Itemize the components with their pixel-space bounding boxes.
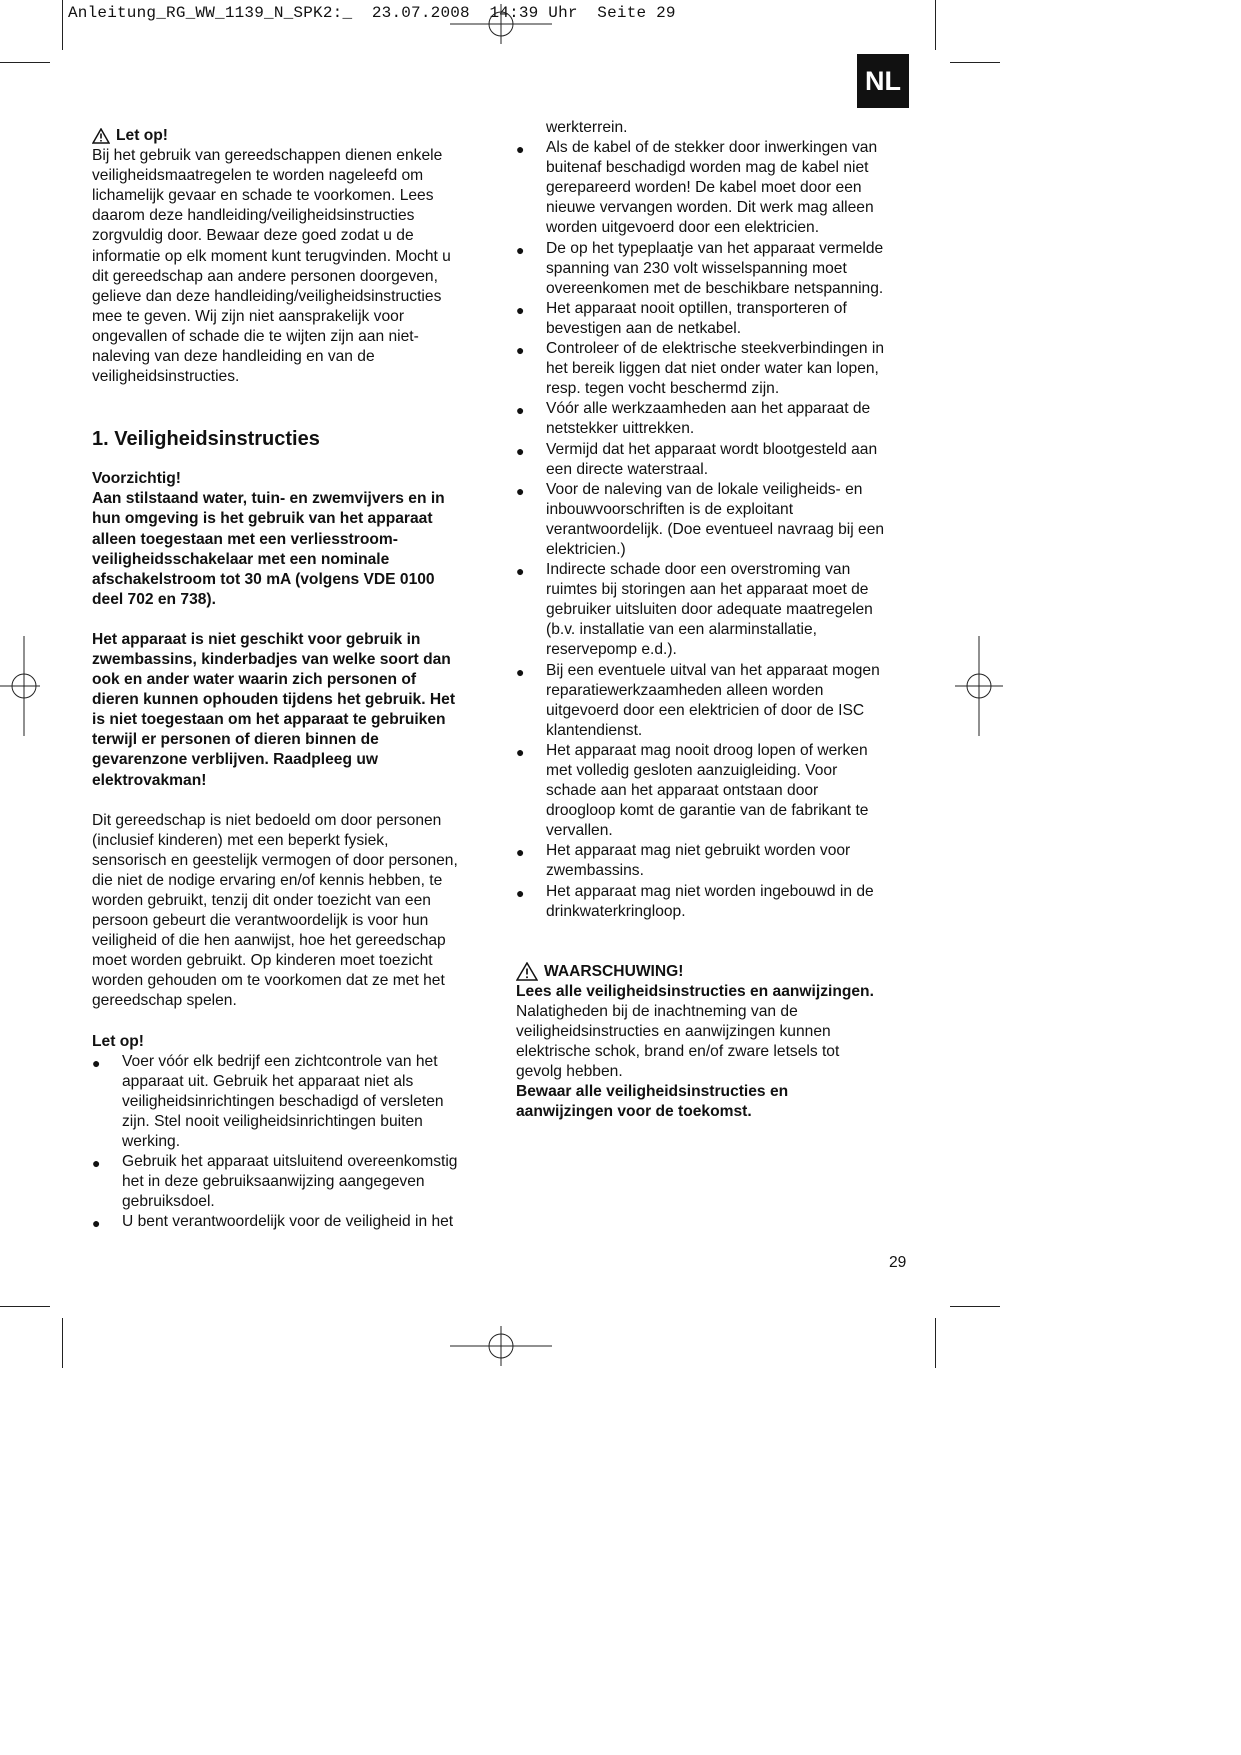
text-line: dieren kunnen ophouden tijdens het gebruik. Het [92,691,456,709]
crop-mark [950,62,1000,63]
warning-body [516,1002,912,1082]
text-line: buitenaf beschadigd worden mag de kabel niet [546,159,869,177]
crop-mark [935,0,936,50]
text-line: bevestigen aan de netkabel. [546,319,742,337]
notice-title: Let op! [116,127,168,144]
language-badge: NL [857,54,909,108]
text-line: ● Het apparaat mag niet worden ingebouwd in de [546,882,874,900]
text-line: het in deze gebruiksaanwijzing aangegeven [122,1173,425,1191]
crop-mark [950,1306,1000,1307]
text-line: is niet toegestaan om het apparaat te gebruiken [92,711,446,729]
caution-paragraph-2 [92,630,492,791]
caution-paragraph-1 [92,489,492,610]
text-line: gevarenzone verblijven. Raadpleeg uw [92,751,378,769]
text-line: veiligheidsschakelaar met een nominale [92,550,390,568]
text-line: elektrovakman! [92,771,207,789]
list-item [516,560,912,660]
text-line: veiligheidsinrichtingen beschadigd of versleten [122,1092,444,1110]
text-line: gevolg hebben. [516,1063,623,1081]
list-item [516,741,912,841]
list-item [516,399,912,439]
text-line: worden gebruikt, tenzij dit onder toezicht van een [92,892,431,909]
text-line: Nalatigheden bij de inachtneming van de [516,1002,798,1020]
notice-heading [92,126,492,146]
text-line: netstekker uittrekken. [546,420,695,438]
right-bullet-list [516,138,912,922]
text-line: lichamelijk gevaar en schade te voorkomen. Lees [92,187,434,205]
text-line: gelieve dan deze handleiding/veiligheidsinstructies [92,287,442,305]
registration-mark-icon [955,636,1003,736]
text-line: veiligheidsinstructies. [92,368,240,386]
text-line: uitgevoerd door een elektricien of door de ISC [546,701,865,719]
text-line: ● Gebruik het apparaat uitsluitend overeenkomstig [122,1153,458,1171]
text-line: worden gehouden om te voorkomen dat ze met het [92,972,445,990]
text-line: resp. tegen vocht beschermd zijn. [546,380,780,398]
text-line: terwijl er personen of dieren binnen de [92,731,379,749]
text-line: ● Voor de naleving van de lokale veiligheids- en [546,480,863,498]
text-line: drinkwaterkringloop. [546,902,686,920]
list-item [516,661,912,741]
text-line: ● De op het typeplaatje van het apparaat vermelde [546,239,884,257]
section-heading: 1. Veiligheidsinstructies [92,428,320,451]
list-item [516,440,912,480]
warning-heading [516,962,912,982]
letop-title: Let op! [92,1032,144,1050]
text-line: aanwijzingen voor de toekomst. [516,1103,752,1121]
text-line: ● Het apparaat nooit optillen, transporteren of [546,299,847,317]
text-line: Bij het gebruik van gereedschappen dienen enkele [92,147,443,165]
text-line: ● Het apparaat mag nooit droog lopen of werken [546,741,868,759]
text-line: zijn. Stel nooit veiligheidsinrichtingen buiten [122,1112,423,1130]
text-line: zwembassins. [546,862,644,880]
crop-mark [0,62,50,63]
text-line: veiligheid of die hen aanwijst, hoe het gereedschap [92,932,446,950]
text-line: een directe waterstraal. [546,460,709,478]
text-line: ook en ander water waarin zich personen of [92,671,417,689]
list-item [516,339,912,399]
text-line: zwembassins, kinderbadjes van welke soort dan [92,650,451,668]
warning-closing [516,1082,912,1122]
text-line: deel 702 en 738). [92,590,216,608]
crop-mark [935,1318,936,1368]
text-line: hun omgeving is het gebruik van het apparaat [92,510,433,528]
crop-mark [62,1318,63,1368]
text-line: Bewaar alle veiligheidsinstructies en [516,1083,789,1101]
text-line: (b.v. installatie van een alarminstallatie, [546,621,818,639]
text-line: naleving van deze handleiding en van de [92,348,375,366]
text-line: ● Controleer of de elektrische steekverbindingen in [546,340,885,358]
registration-mark-icon [0,636,40,736]
text-line: klantendienst. [546,721,643,739]
text-line: mee te geven. Wij zijn niet aansprakelijk voor [92,307,405,325]
registration-mark-icon [450,1326,552,1366]
print-header: Anleitung_RG_WW_1139_N_SPK2:_ 23.07.2008 14:39 Uhr Seite 29 [68,4,676,22]
list-item [516,480,912,560]
text-line: drooglоop komt de garantie van de fabrikant te [546,802,869,820]
text-line: gerepareerd worden! De kabel moet door een [546,179,862,197]
text-line: vervallen. [546,822,613,840]
text-line: persoon gebeurt die verantwoordelijk is voor hun [92,912,429,930]
text-line: ● Voer vóór elk bedrijf een zichtcontrole van het [122,1052,438,1070]
text-line: ● Vermijd dat het apparaat wordt blootgesteld aan [546,440,878,458]
text-line: ● Indirecte schade door een overstroming van [546,561,851,579]
text-line: Het apparaat is niet geschikt voor gebruik in [92,630,421,648]
text-line: worden uitgevoerd door een elektricien. [546,219,820,237]
crop-mark [62,0,63,50]
persons-paragraph [92,811,492,1012]
text-line: gebruiker uitsluiten door adequate maatregelen [546,601,873,619]
text-line: veiligheidsmaatregelen te worden nageleefd om [92,167,424,185]
text-line: nieuwe vervangen worden. Dit werk mag alleen [546,199,874,217]
text-line: spanning van 230 volt wisselspanning moet [546,259,847,277]
text-line: sensorisch en geestelijk vermogen of door personen, [92,851,458,869]
text-line: elektricien.) [546,540,626,558]
text-line: verantwoordelijk. (Doe eventueel navraag bij een [546,520,885,538]
warning-triangle-icon [516,962,538,981]
text-line: veiligheidsinstructies en aanwijzingen kunnen [516,1023,831,1041]
text-line: ruimtes bij storingen aan het apparaat moet de [546,581,869,599]
text-line: ● Bij een eventuele uitval van het apparaat mogen [546,661,880,679]
warning-triangle-icon [92,128,110,144]
text-line: ongevallen of schade die te wijten zijn aan niet- [92,327,419,345]
text-line: informatie op elk moment kunt terugvinden. Mocht u [92,247,451,265]
warning-lead: Lees alle veiligheidsinstructies en aanwijzingen. [516,982,874,1000]
crop-mark [0,1306,50,1307]
text-line: Aan stilstaand water, tuin- en zwemvijvers en in [92,490,445,508]
text-line: het bereik liggen dat niet onder water kan lopen, [546,360,879,378]
text-line: daarom deze handleiding/veiligheidsinstructies [92,207,415,225]
list-item [516,138,912,238]
text-line: overeenkomen met de beschikbare netspanning. [546,279,884,297]
text-line: reservepomp e.d.). [546,641,677,659]
text-line: (inclusief kinderen) met een beperkt fysiek, [92,831,389,849]
text-line: zorgvuldig door. Bewaar deze goed zodat u de [92,227,414,245]
list-item [516,882,912,922]
text-line: inbouwvoorschriften is de exploitant [546,500,794,518]
notice-body [92,146,492,387]
text-line: ● Als de kabel of de stekker door inwerkingen van [546,139,878,157]
page-number: 29 [889,1254,907,1271]
left-column [92,118,492,1233]
text-line: die niet de nodige ervaring en/of kennis hebben, te [92,871,443,889]
list-item [516,841,912,881]
text-line: dit gereedschap aan andere personen doorgeven, [92,267,438,285]
list-item [92,1052,492,1152]
text-line: gebruiksdoel. [122,1193,215,1211]
text-line: Dit gereedschap is niet bedoeld om door personen [92,811,442,829]
text-line: alleen toegestaan met een verliesstroom- [92,530,398,548]
continuation-line: werkterrein. [546,119,628,136]
text-line: elektrische schok, brand en/of zware letsels tot [516,1043,840,1061]
left-bullet-list [92,1052,492,1233]
text-line: afschakelstroom tot 30 mA (volgens VDE 0100 [92,570,435,588]
warning-title: WAARSCHUWING! [544,962,684,980]
text-line: apparaat uit. Gebruik het apparaat niet als [122,1072,414,1090]
text-line: moet worden gebruikt. Op kinderen moet toezicht [92,952,433,970]
list-item [516,299,912,339]
text-line: ● Vóór alle werkzaamheden aan het apparaat de [546,400,871,418]
list-item [92,1152,492,1212]
text-line: ● U bent verantwoordelijk voor de veiligheid in het [122,1213,454,1231]
list-item [92,1212,492,1232]
text-line: reparatiewerkzaamheden alleen worden [546,681,824,699]
text-line: met volledig gesloten aanzuigleiding. Voor [546,762,838,779]
text-line: schade aan het apparaat ontstaan door [546,782,819,800]
registration-mark-icon [450,4,552,44]
text-line: ● Het apparaat mag niet gebruikt worden voor [546,842,851,860]
text-line: werking. [122,1133,181,1151]
text-line: gereedschap spelen. [92,992,237,1010]
list-item [516,239,912,299]
caution-title: Voorzichtig! [92,470,181,488]
right-column [516,118,912,1123]
